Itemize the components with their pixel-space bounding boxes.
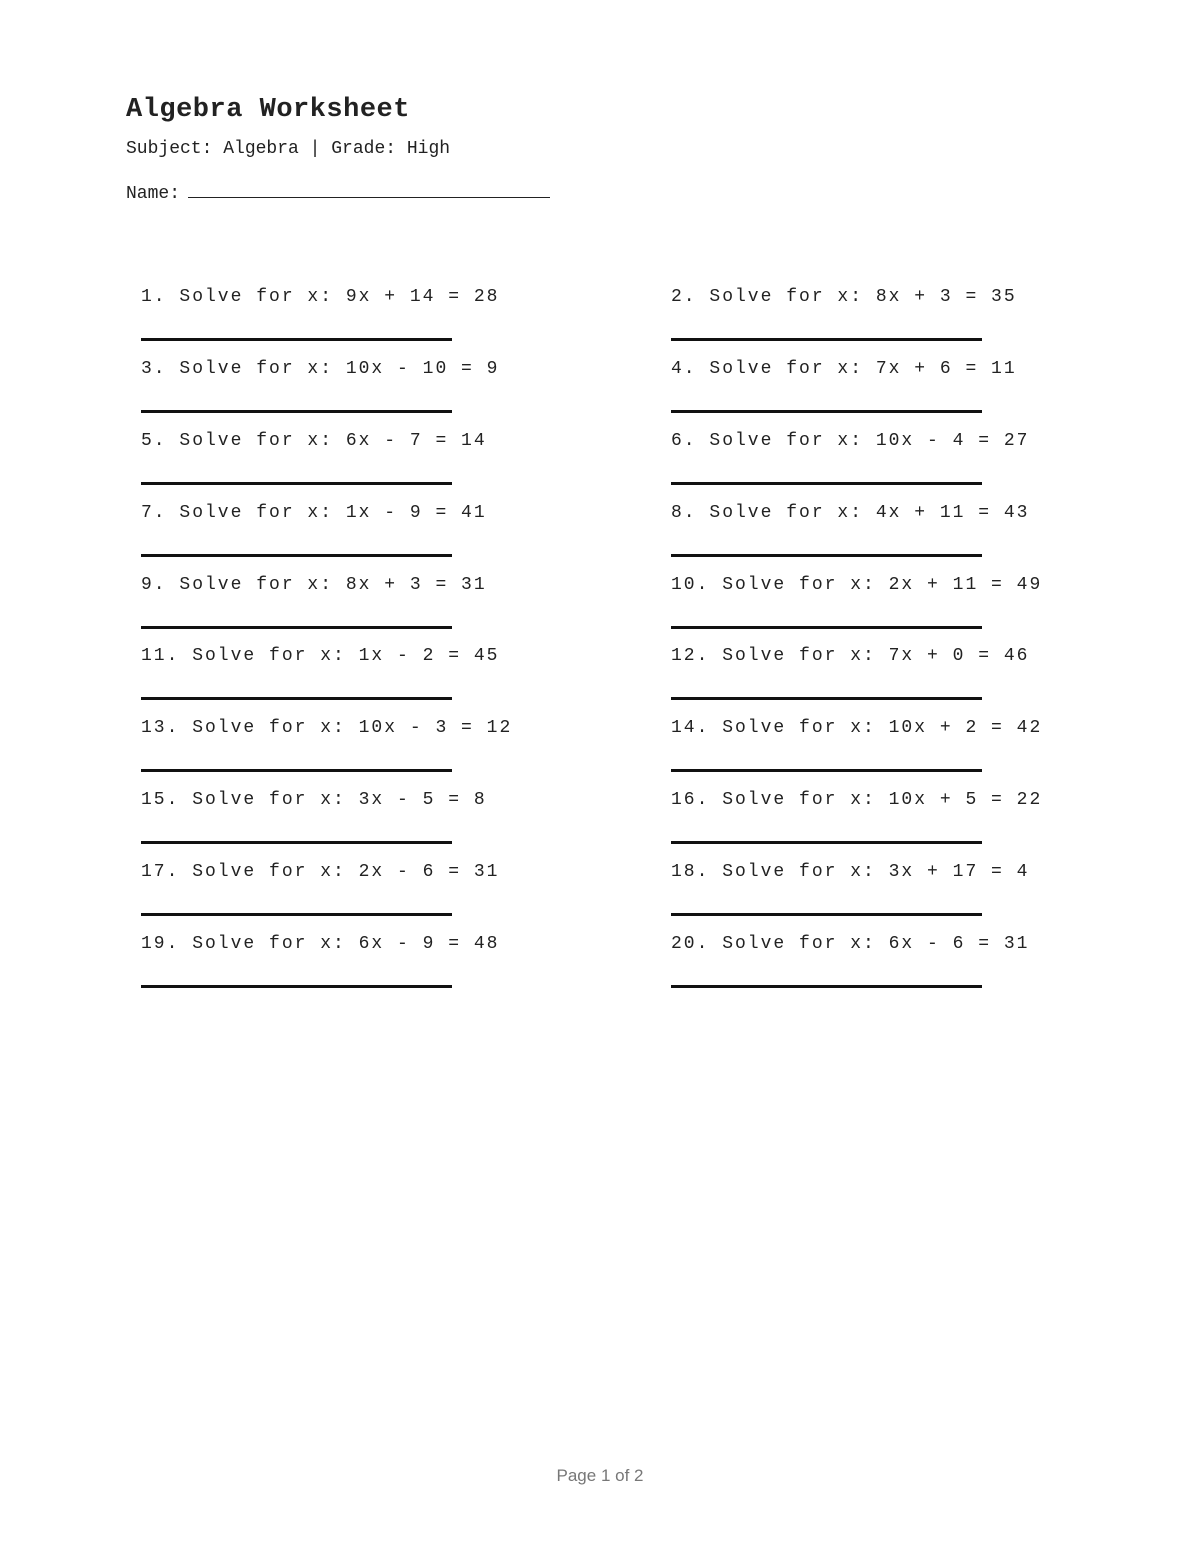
problem-grid (141, 285, 1101, 1004)
answer-line[interactable] (671, 985, 982, 988)
name-field-row (126, 181, 550, 204)
problem-item (141, 573, 671, 645)
answer-line[interactable] (671, 841, 982, 844)
problem-text: 10. Solve for x: 2x + 11 = 49 (671, 574, 1043, 595)
problem-text: 3. Solve for x: 10x - 10 = 9 (141, 358, 500, 379)
problem-item (671, 573, 1101, 645)
problem-item (141, 644, 671, 716)
problem-item (141, 357, 671, 429)
problem-item (141, 932, 671, 1004)
problem-text: 14. Solve for x: 10x + 2 = 42 (671, 718, 1043, 739)
problem-text: 9. Solve for x: 8x + 3 = 31 (141, 574, 487, 595)
problem-item (141, 860, 671, 932)
problem-item (671, 285, 1101, 357)
problem-item (671, 860, 1101, 932)
answer-line[interactable] (141, 554, 452, 557)
problem-text: 5. Solve for x: 6x - 7 = 14 (141, 430, 487, 451)
problem-item (671, 357, 1101, 429)
answer-line[interactable] (141, 697, 452, 700)
problem-item (671, 429, 1101, 501)
problem-item (141, 429, 671, 501)
problem-text: 17. Solve for x: 2x - 6 = 31 (141, 862, 500, 883)
page-title: Algebra Worksheet (126, 95, 410, 125)
answer-line[interactable] (671, 410, 982, 413)
problem-text: 1. Solve for x: 9x + 14 = 28 (141, 287, 500, 307)
problem-item (671, 788, 1101, 860)
answer-line[interactable] (671, 482, 982, 485)
problem-text: 13. Solve for x: 10x - 3 = 12 (141, 718, 513, 739)
answer-line[interactable] (671, 626, 982, 629)
answer-line[interactable] (141, 985, 452, 988)
problem-item (671, 501, 1101, 573)
name-label: Name: (126, 184, 181, 204)
page-number: Page 1 of 2 (556, 1466, 644, 1485)
answer-line[interactable] (141, 482, 452, 485)
answer-line[interactable] (671, 338, 982, 341)
answer-line[interactable] (141, 410, 452, 413)
problem-item (671, 716, 1101, 788)
problem-item (141, 788, 671, 860)
answer-line[interactable] (671, 697, 982, 700)
problem-text: 4. Solve for x: 7x + 6 = 11 (671, 358, 1017, 379)
answer-line[interactable] (141, 626, 452, 629)
problem-text: 6. Solve for x: 10x - 4 = 27 (671, 430, 1030, 451)
problem-text: 8. Solve for x: 4x + 11 = 43 (671, 502, 1030, 523)
problem-item (671, 932, 1101, 1004)
answer-line[interactable] (141, 769, 452, 772)
answer-line[interactable] (671, 913, 982, 916)
problem-item (141, 716, 671, 788)
problem-item (671, 644, 1101, 716)
problem-text: 18. Solve for x: 3x + 17 = 4 (671, 862, 1030, 883)
name-blank-line[interactable] (188, 181, 550, 198)
problem-text: 15. Solve for x: 3x - 5 = 8 (141, 790, 487, 811)
problem-text: 19. Solve for x: 6x - 9 = 48 (141, 934, 500, 955)
problem-item (141, 285, 671, 357)
problem-text: 12. Solve for x: 7x + 0 = 46 (671, 646, 1030, 667)
answer-line[interactable] (671, 554, 982, 557)
answer-line[interactable] (141, 841, 452, 844)
problem-text: 16. Solve for x: 10x + 5 = 22 (671, 790, 1043, 811)
problem-text: 20. Solve for x: 6x - 6 = 31 (671, 934, 1030, 955)
problem-text: 7. Solve for x: 1x - 9 = 41 (141, 502, 487, 523)
answer-line[interactable] (141, 338, 452, 341)
problem-text: 2. Solve for x: 8x + 3 = 35 (671, 287, 1017, 307)
answer-line[interactable] (671, 769, 982, 772)
problem-text: 11. Solve for x: 1x - 2 = 45 (141, 646, 500, 667)
problem-item (141, 501, 671, 573)
answer-line[interactable] (141, 913, 452, 916)
subject-grade-line: Subject: Algebra | Grade: High (126, 139, 451, 159)
